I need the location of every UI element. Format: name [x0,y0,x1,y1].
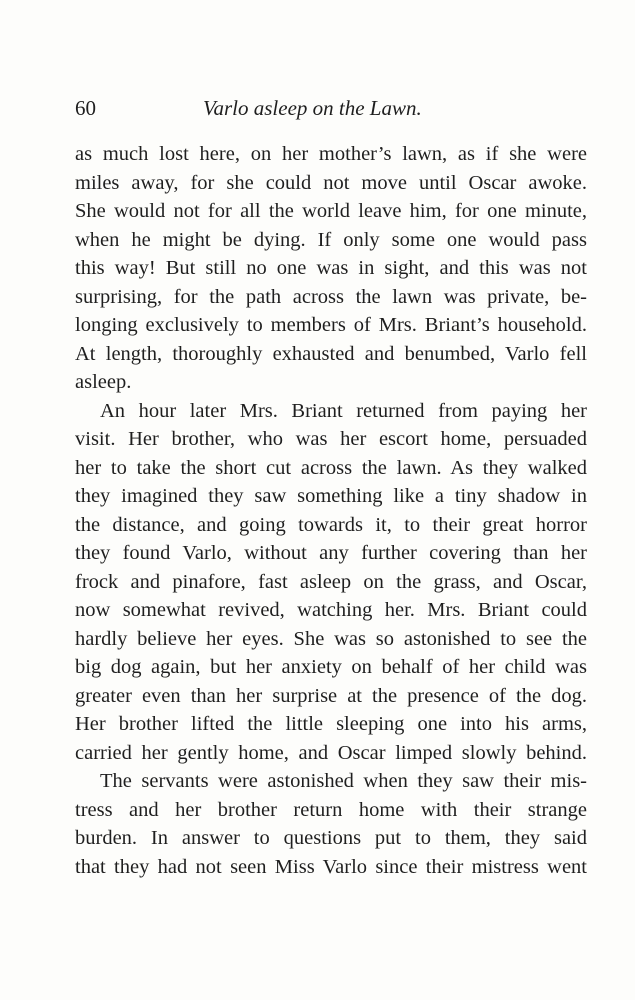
text-line: tress and her brother return home with their strange [75,798,587,821]
text-line: burden. In answer to questions put to them, they said [75,827,587,849]
text-line: She would not for all the world leave him, for one minute, [75,200,587,222]
text-line: when he might be dying. If only some one would pass [75,228,587,251]
text-line: her to take the short cut across the lawn. As they walked [75,456,587,479]
text-line: hardly believe her eyes. She was so astonished to see the [75,627,587,650]
text-line: miles away, for she could not move until Oscar awoke. [75,171,587,194]
running-head [75,96,585,126]
text-line: they imagined they saw something like a tiny shadow in [75,485,587,507]
text-line: this way! But still no one was in sight, and this was not [75,257,587,279]
text-line: asleep. [75,371,132,393]
text-line: carried her gently home, and Oscar limped slowly behind. [75,741,587,764]
running-title: Varlo asleep on the Lawn. [203,96,422,120]
text-line: now somewhat revived, watching her. Mrs. Briant could [75,599,587,621]
page-number: 60 [75,96,96,120]
text-line: big dog again, but her anxiety on behalf of her child was [75,656,587,678]
body-text [75,140,587,881]
text-line: they found Varlo, without any further covering than her [75,542,587,564]
text-line: Her brother lifted the little sleeping one into his arms, [75,713,587,735]
text-line: At length, thoroughly exhausted and benumbed, Varlo fell [75,342,587,365]
text-line: surprising, for the path across the lawn was private, be- [75,285,587,308]
text-line: The servants were astonished when they saw their mis- [100,770,587,792]
text-line: greater even than her surprise at the presence of the dog. [75,684,587,707]
text-line: that they had not seen Miss Varlo since their mistress went [75,855,587,878]
text-line: longing exclusively to members of Mrs. Briant’s household. [75,314,587,336]
text-line: the distance, and going towards it, to their great horror [75,513,587,536]
text-line: visit. Her brother, who was her escort home, persuaded [75,428,587,450]
text-line: An hour later Mrs. Briant returned from paying her [100,399,587,422]
text-line: frock and pinafore, fast asleep on the grass, and Oscar, [75,570,587,593]
text-line: as much lost here, on her mother’s lawn, as if she were [75,143,587,165]
